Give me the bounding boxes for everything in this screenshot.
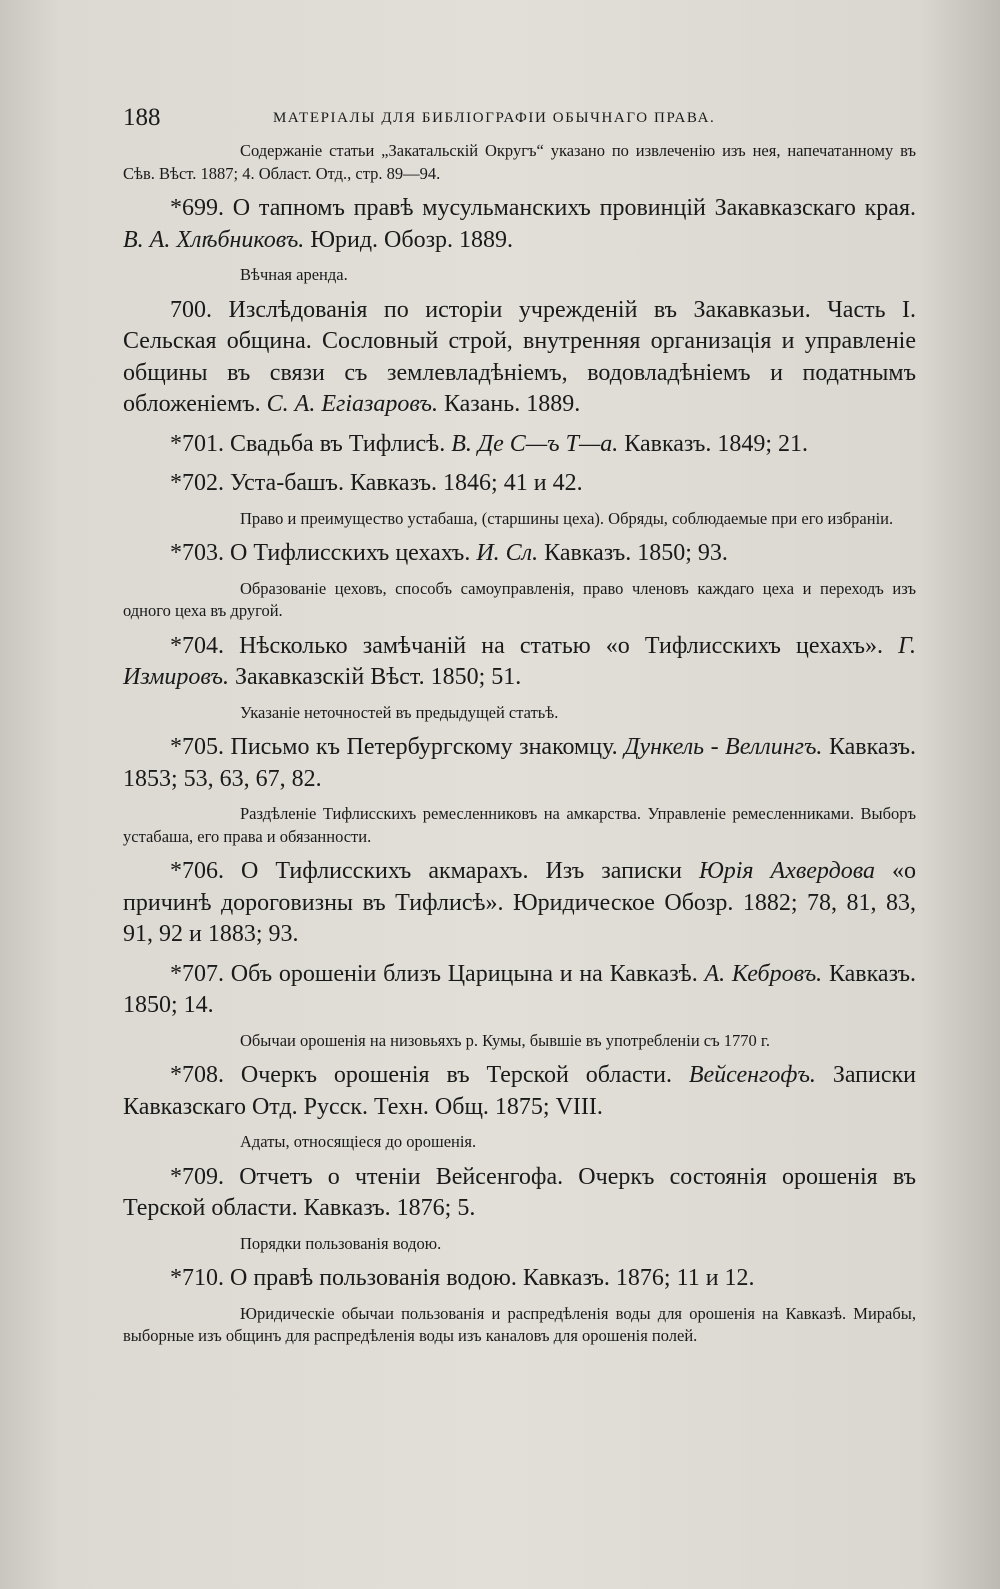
entry-number: *704. [170,632,224,659]
entry-number: *707. [170,960,224,987]
entry-note: Юридическіе обычаи пользованія и распредѣленія воды для орошенія на Кавказѣ. Мирабы, выборные изъ общинъ для распредѣленія воды изъ каналовъ для орошенія полей. [123,1303,916,1345]
entry-source: Кавказъ. 1876; 11 и 12. [522,1265,755,1291]
entry-title: Очеркъ орошенія въ Терской области. [240,1062,672,1088]
entry-title: Свадьба въ Тифлисѣ. [230,430,446,457]
running-head: МАТЕРІАЛЫ ДЛЯ БИБЛІОГРАФІИ ОБЫЧНАГО ПРАВА. [273,110,716,126]
bibliography-entry [123,732,916,795]
page-number: 188 [123,104,161,131]
entry-title: О тапномъ правѣ мусульманскихъ провинцій Закавказскаго края. [232,195,917,221]
entry-title: Письмо къ Петербургскому знакомцу. [230,734,618,760]
entry-number: *701. [170,430,224,457]
entry-source: «о причинѣ дороговизны въ Тифлисѣ». Юридическое Обозр. 1882; 78, 81, 83, 91, 92 и 1883; 93. [123,858,916,947]
entry-note: Вѣчная аренда. [240,265,348,284]
entry-source: Казань. 1889. [443,391,581,417]
entry-title: О Тифлисскихъ акмарахъ. Изъ записки [241,858,682,884]
entry-author: Вейсенгофъ. [688,1062,816,1088]
entry-author: В. Де С—ъ Т—а. [451,430,619,457]
entry-number: *708. [170,1062,224,1088]
entry-author: В. А. Хлѣбниковъ. [123,226,305,253]
entry-source: Юрид. Обозр. 1889. [310,226,514,253]
page-header [123,104,916,140]
bibliography-entry [123,1162,916,1225]
bibliography-entry [123,538,916,570]
entry-author: А. Кебровъ. [704,960,823,987]
bibliography-entry [123,631,916,694]
entry-title: Уста-башъ. [230,470,344,496]
entry-source: Закавказскій Вѣст. 1850; 51. [234,664,522,690]
entry-number: 700. [170,296,212,323]
entry-number: *710. [170,1265,224,1291]
entry-title: Отчетъ о чтеніи Вейсенгофа. Очеркъ состоянія орошенія въ Терской области. [123,1163,917,1221]
bibliography-entry [123,1263,916,1295]
entry-note: Адаты, относящіеся до орошенія. [240,1132,477,1151]
bibliography-entry [123,429,916,461]
entry-author: Юрія Ахвердова [698,858,875,884]
entry-note: Раздѣленіе Тифлисскихъ ремесленниковъ на амкарства. Управленіе ремесленниками. Выборъ устабаша, его права и обязанности. [123,804,916,846]
bibliography-entry [123,193,916,256]
entry-number: *706. [170,858,224,884]
entry-note: Порядки пользованія водою. [240,1233,442,1253]
entry-author: С. А. Егіазаровъ. [266,391,438,417]
entry-note: Указаніе неточностей въ предыдущей статьѣ. [240,702,559,722]
bibliography-entry [123,856,916,951]
entry-source: Кавказъ. 1876; 5. [303,1195,476,1221]
intro-note: Содержаніе статьи „Закатальскій Округъ“ указано по извлеченію изъ нея, напечатанному въ Сѣв. Вѣст. 1887; 4. Област. Отд., стр. 89—94. [123,141,916,183]
entry-number: *709. [170,1163,224,1190]
entry-title: Нѣсколько замѣчаній на статью «о Тифлисскихъ цехахъ». [239,632,884,659]
entry-note: Образованіе цеховъ, способъ самоуправленія, право членовъ каждаго цеха и переходъ изъ одного цеха въ другой. [123,578,916,620]
entry-author: Г. Измировъ. [123,632,916,690]
entry-source: Записки Кавказскаго Отд. Русск. Техн. Общ. 1875; VIII. [123,1062,917,1120]
entry-note: Обычаи орошенія на низовьяхъ р. Кумы, бывшіе въ употребленіи съ 1770 г. [240,1030,770,1050]
entry-title: О Тифлисскихъ цехахъ. [230,540,471,566]
entry-source: Кавказъ. 1853; 53, 63, 67, 82. [123,734,917,792]
bibliography-entry [123,959,916,1022]
entry-title: Объ орошеніи близъ Царицына и на Кавказѣ. [230,960,698,987]
entry-number: *703. [170,540,224,566]
entry-author: Дункель - Веллингъ. [624,734,823,760]
bibliography-entry [123,468,916,500]
entry-number: *699. [170,195,224,221]
entry-title: О правѣ пользованія водою. [230,1265,517,1291]
entry-source: Кавказъ. 1849; 21. [624,430,809,457]
entry-source: Кавказъ. 1850; 93. [544,540,728,566]
entries-list [123,193,916,1348]
entry-source: Кавказъ. 1850; 14. [123,960,917,1018]
entry-title: Изслѣдованія по исторіи учрежденій въ Закавказьи. Часть I. Сельская община. Сословный строй, внутренняя организація и управленіе общины въ связи съ землевладѣніемъ, водовладѣніемъ и податнымъ обложеніемъ. [123,296,917,417]
bibliography-entry [123,295,916,421]
entry-number: *705. [170,734,224,760]
entry-author: И. Сл. [476,540,539,566]
entry-note: Право и преимущество устабаша, (старшины цеха). Обряды, соблюдаемые при его избраніи. [240,508,894,528]
bibliography-entry [123,1060,916,1123]
entry-number: *702. [170,470,224,496]
entry-source: Кавказъ. 1846; 41 и 42. [349,470,583,496]
